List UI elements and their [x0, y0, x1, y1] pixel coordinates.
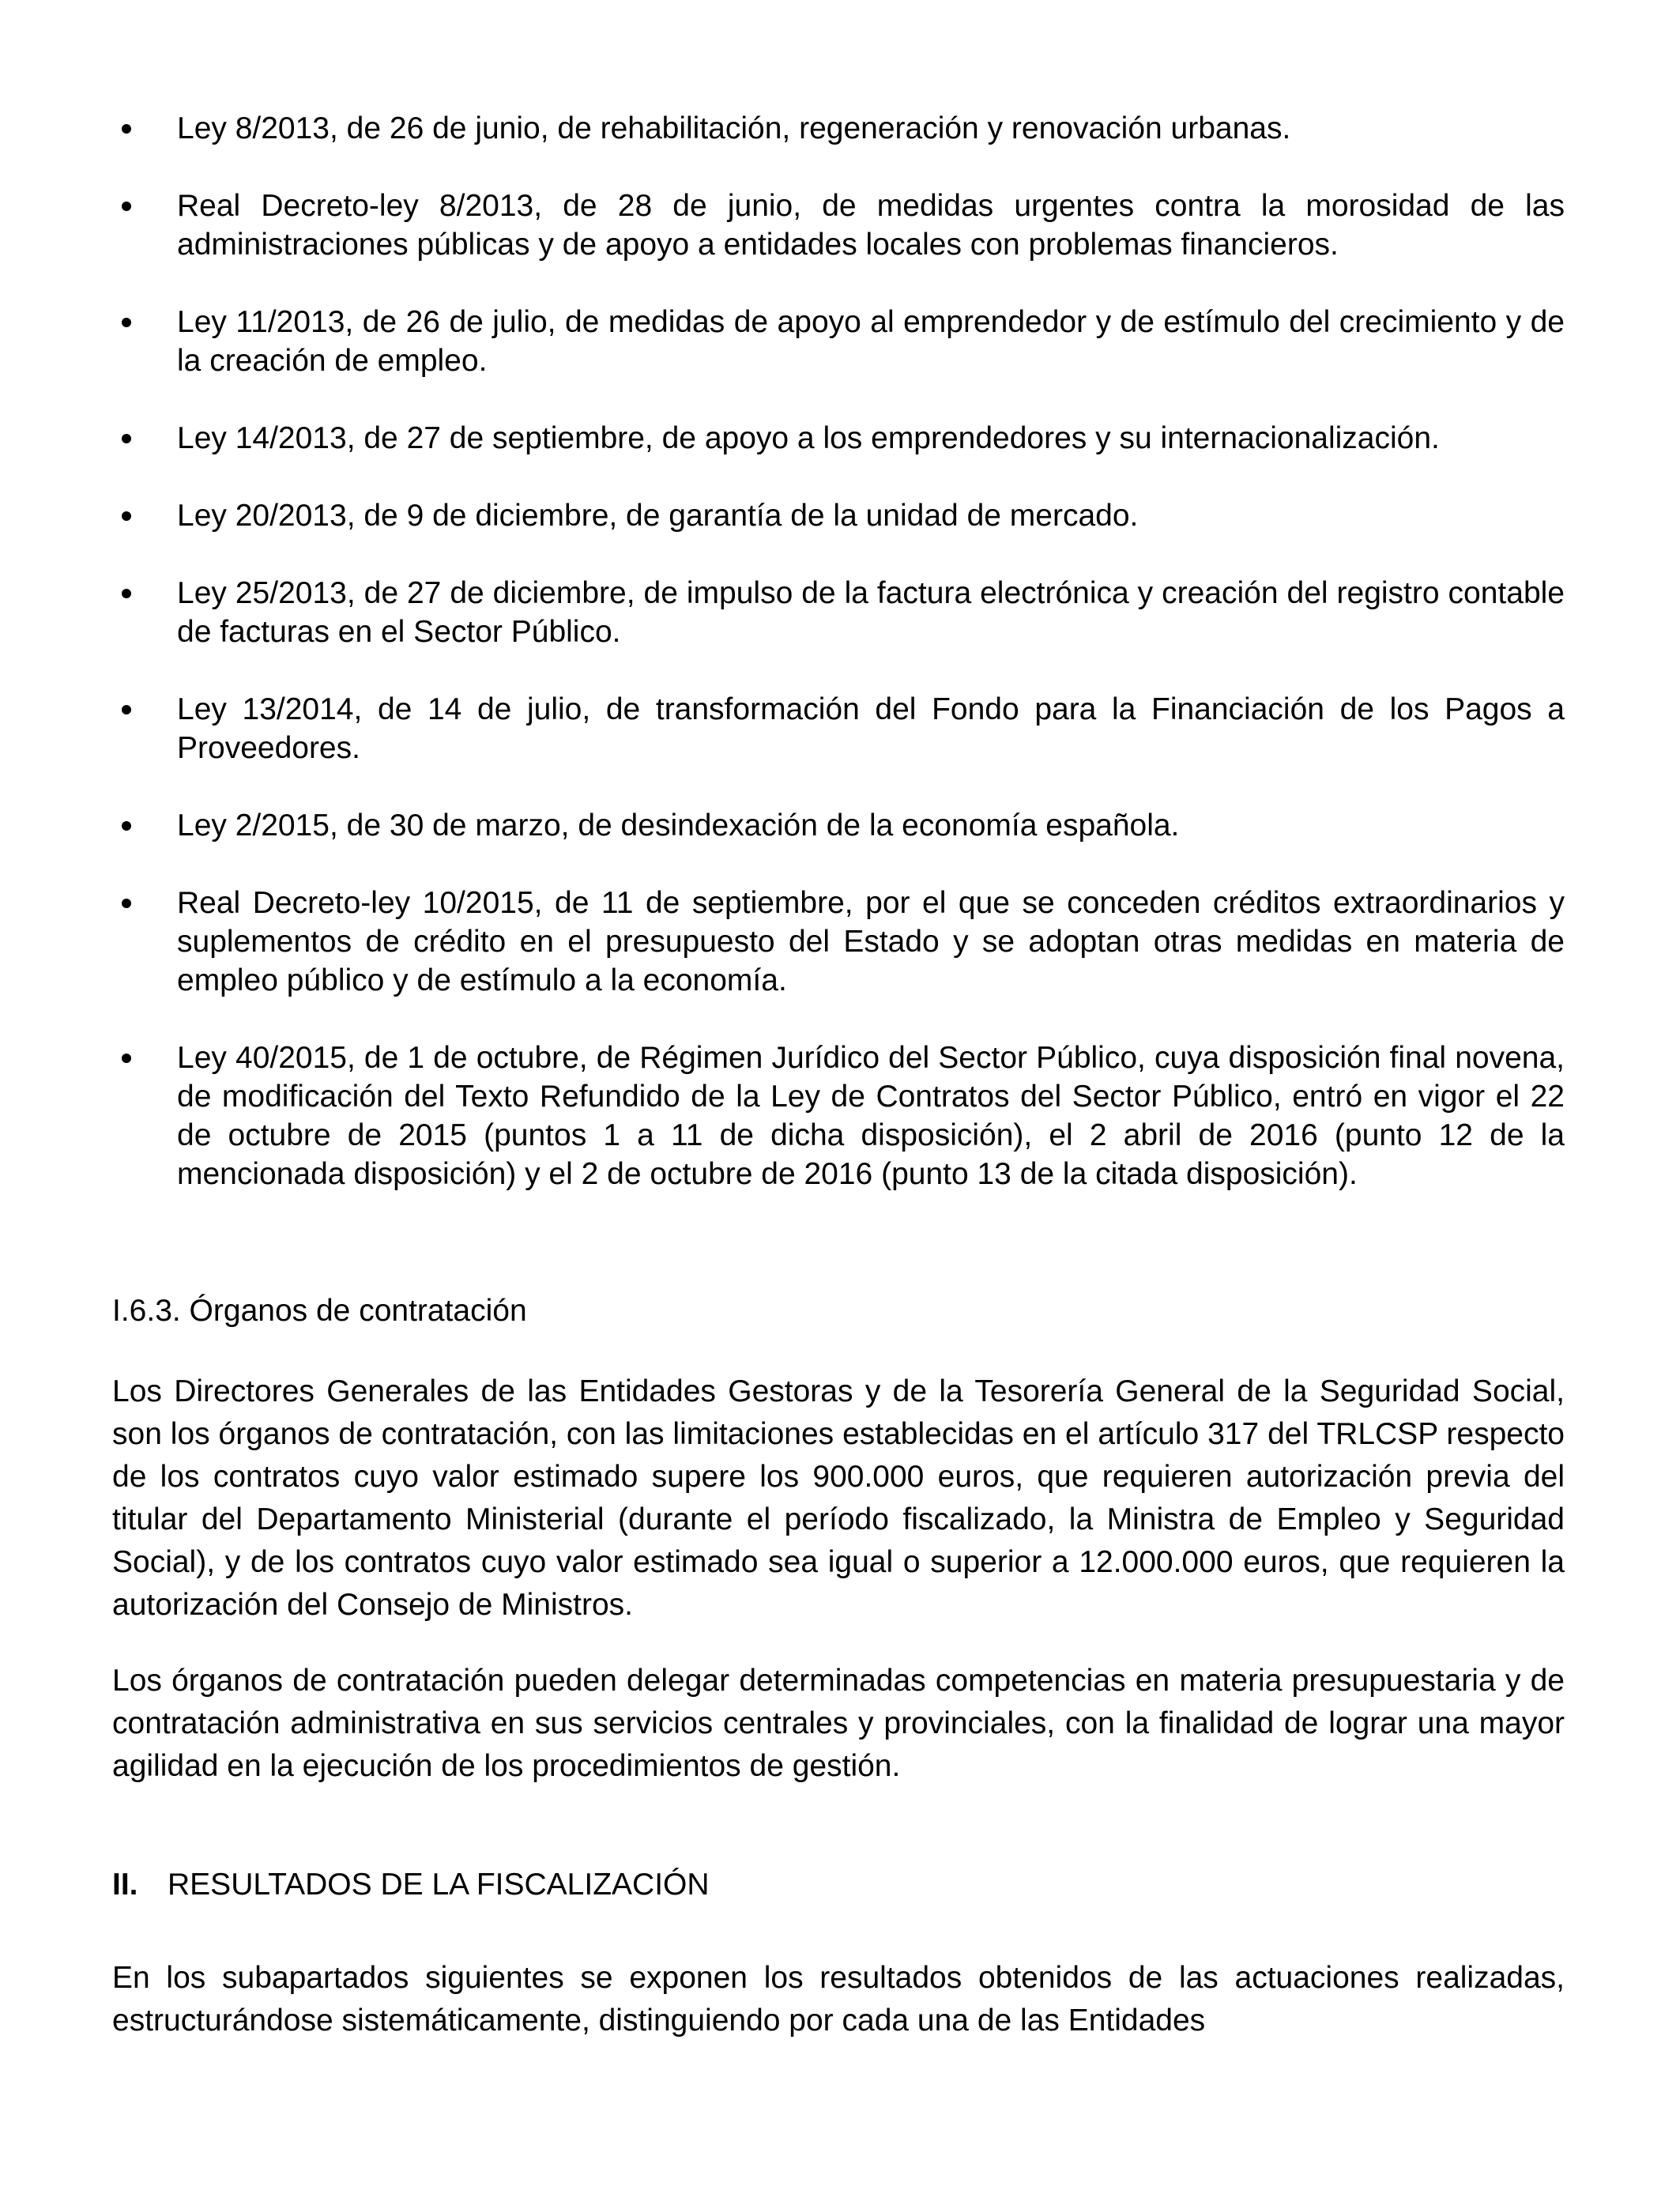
section-number: II.	[112, 1868, 138, 1902]
list-item-text: Ley 40/2015, de 1 de octubre, de Régimen Jurídico del Sector Público, cuya disposición final novena, de modificación del Texto Refundido de la Ley de Contratos del Sector Público, entró en vigor el 22 de octubre de 2015 (puntos 1 a 11 de dicha disposición), el 2 abril de 2016 (punto 12 de la mencionada disposición) y el 2 de octubre de 2016 (punto 13 de la citada disposición).	[177, 1041, 1565, 1191]
list-item-text: Real Decreto-ley 8/2013, de 28 de junio, de medidas urgentes contra la morosidad de las administraciones públicas y de apoyo a entidades locales con problemas financieros.	[177, 189, 1565, 262]
list-item	[112, 806, 1565, 845]
list-item-text: Ley 2/2015, de 30 de marzo, de desindexación de la economía española.	[177, 809, 1180, 843]
list-item-text: Real Decreto-ley 10/2015, de 11 de septiembre, por el que se conceden créditos extraordinarios y suplementos de crédito en el presupuesto del Estado y se adoptan otras medidas en materia de empleo público y de estímulo a la economía.	[177, 886, 1565, 997]
list-item	[112, 496, 1565, 535]
paragraph-resultados: En los subapartados siguientes se exponen los resultados obtenidos de las actuaciones realizadas, estructurándose sistemáticamente, distinguiendo por cada una de las Entidades	[112, 1961, 1565, 2038]
list-item-text: Ley 11/2013, de 26 de julio, de medidas de apoyo al emprendedor y de estímulo del crecimiento y de la creación de empleo.	[177, 305, 1565, 378]
bullet-icon	[122, 1054, 131, 1063]
bullet-icon	[122, 511, 131, 521]
bullet-icon	[122, 705, 131, 714]
paragraph-organos-2: Los órganos de contratación pueden delegar determinadas competencias en materia presupuestaria y de contratación administrativa en sus servicios centrales y provinciales, con la finalidad de lograr una mayor agilidad en la ejecución de los procedimientos de gestión.	[112, 1664, 1565, 1783]
list-item	[112, 303, 1565, 380]
bullet-icon	[122, 589, 131, 598]
list-item	[112, 690, 1565, 767]
list-item-text: Ley 8/2013, de 26 de junio, de rehabilitación, regeneración y renovación urbanas.	[177, 111, 1291, 145]
list-item-text: Ley 25/2013, de 27 de diciembre, de impulso de la factura electrónica y creación del registro contable de facturas en el Sector Público.	[177, 576, 1565, 649]
paragraph-organos-1: Los Directores Generales de las Entidades Gestoras y de la Tesorería General de la Seguridad Social, son los órganos de contratación, con las limitaciones establecidas en el artículo 317 del TRLCSP respecto de los contratos cuyo valor estimado supere los 900.000 euros, que requieren autorización previa del titular del Departamento Ministerial (durante el período fiscalizado, la Ministra de Empleo y Seguridad Social), y de los contratos cuyo valor estimado sea igual o superior a 12.000.000 euros, que requieren la autorización del Consejo de Ministros.	[112, 1374, 1565, 1622]
list-item	[112, 187, 1565, 264]
section-heading-resultados	[112, 1865, 1565, 1904]
section-heading-organos: I.6.3. Órganos de contratación	[112, 1294, 527, 1328]
legislation-list	[112, 109, 1565, 1232]
list-item	[112, 1039, 1565, 1193]
section-title: RESULTADOS DE LA FISCALIZACIÓN	[168, 1868, 710, 1902]
bullet-icon	[122, 124, 131, 134]
bullet-icon	[122, 434, 131, 443]
bullet-icon	[122, 202, 131, 211]
list-item-text: Ley 13/2014, de 14 de julio, de transformación del Fondo para la Financiación de los Pagos a Proveedores.	[177, 692, 1565, 765]
list-item-text: Ley 20/2013, de 9 de diciembre, de garantía de la unidad de mercado.	[177, 499, 1139, 533]
bullet-icon	[122, 318, 131, 327]
bullet-icon	[122, 899, 131, 908]
list-item	[112, 419, 1565, 458]
list-item	[112, 574, 1565, 651]
bullet-icon	[122, 821, 131, 831]
list-item	[112, 884, 1565, 1000]
list-item	[112, 109, 1565, 148]
list-item-text: Ley 14/2013, de 27 de septiembre, de apoyo a los emprendedores y su internacionalización.	[177, 421, 1440, 455]
